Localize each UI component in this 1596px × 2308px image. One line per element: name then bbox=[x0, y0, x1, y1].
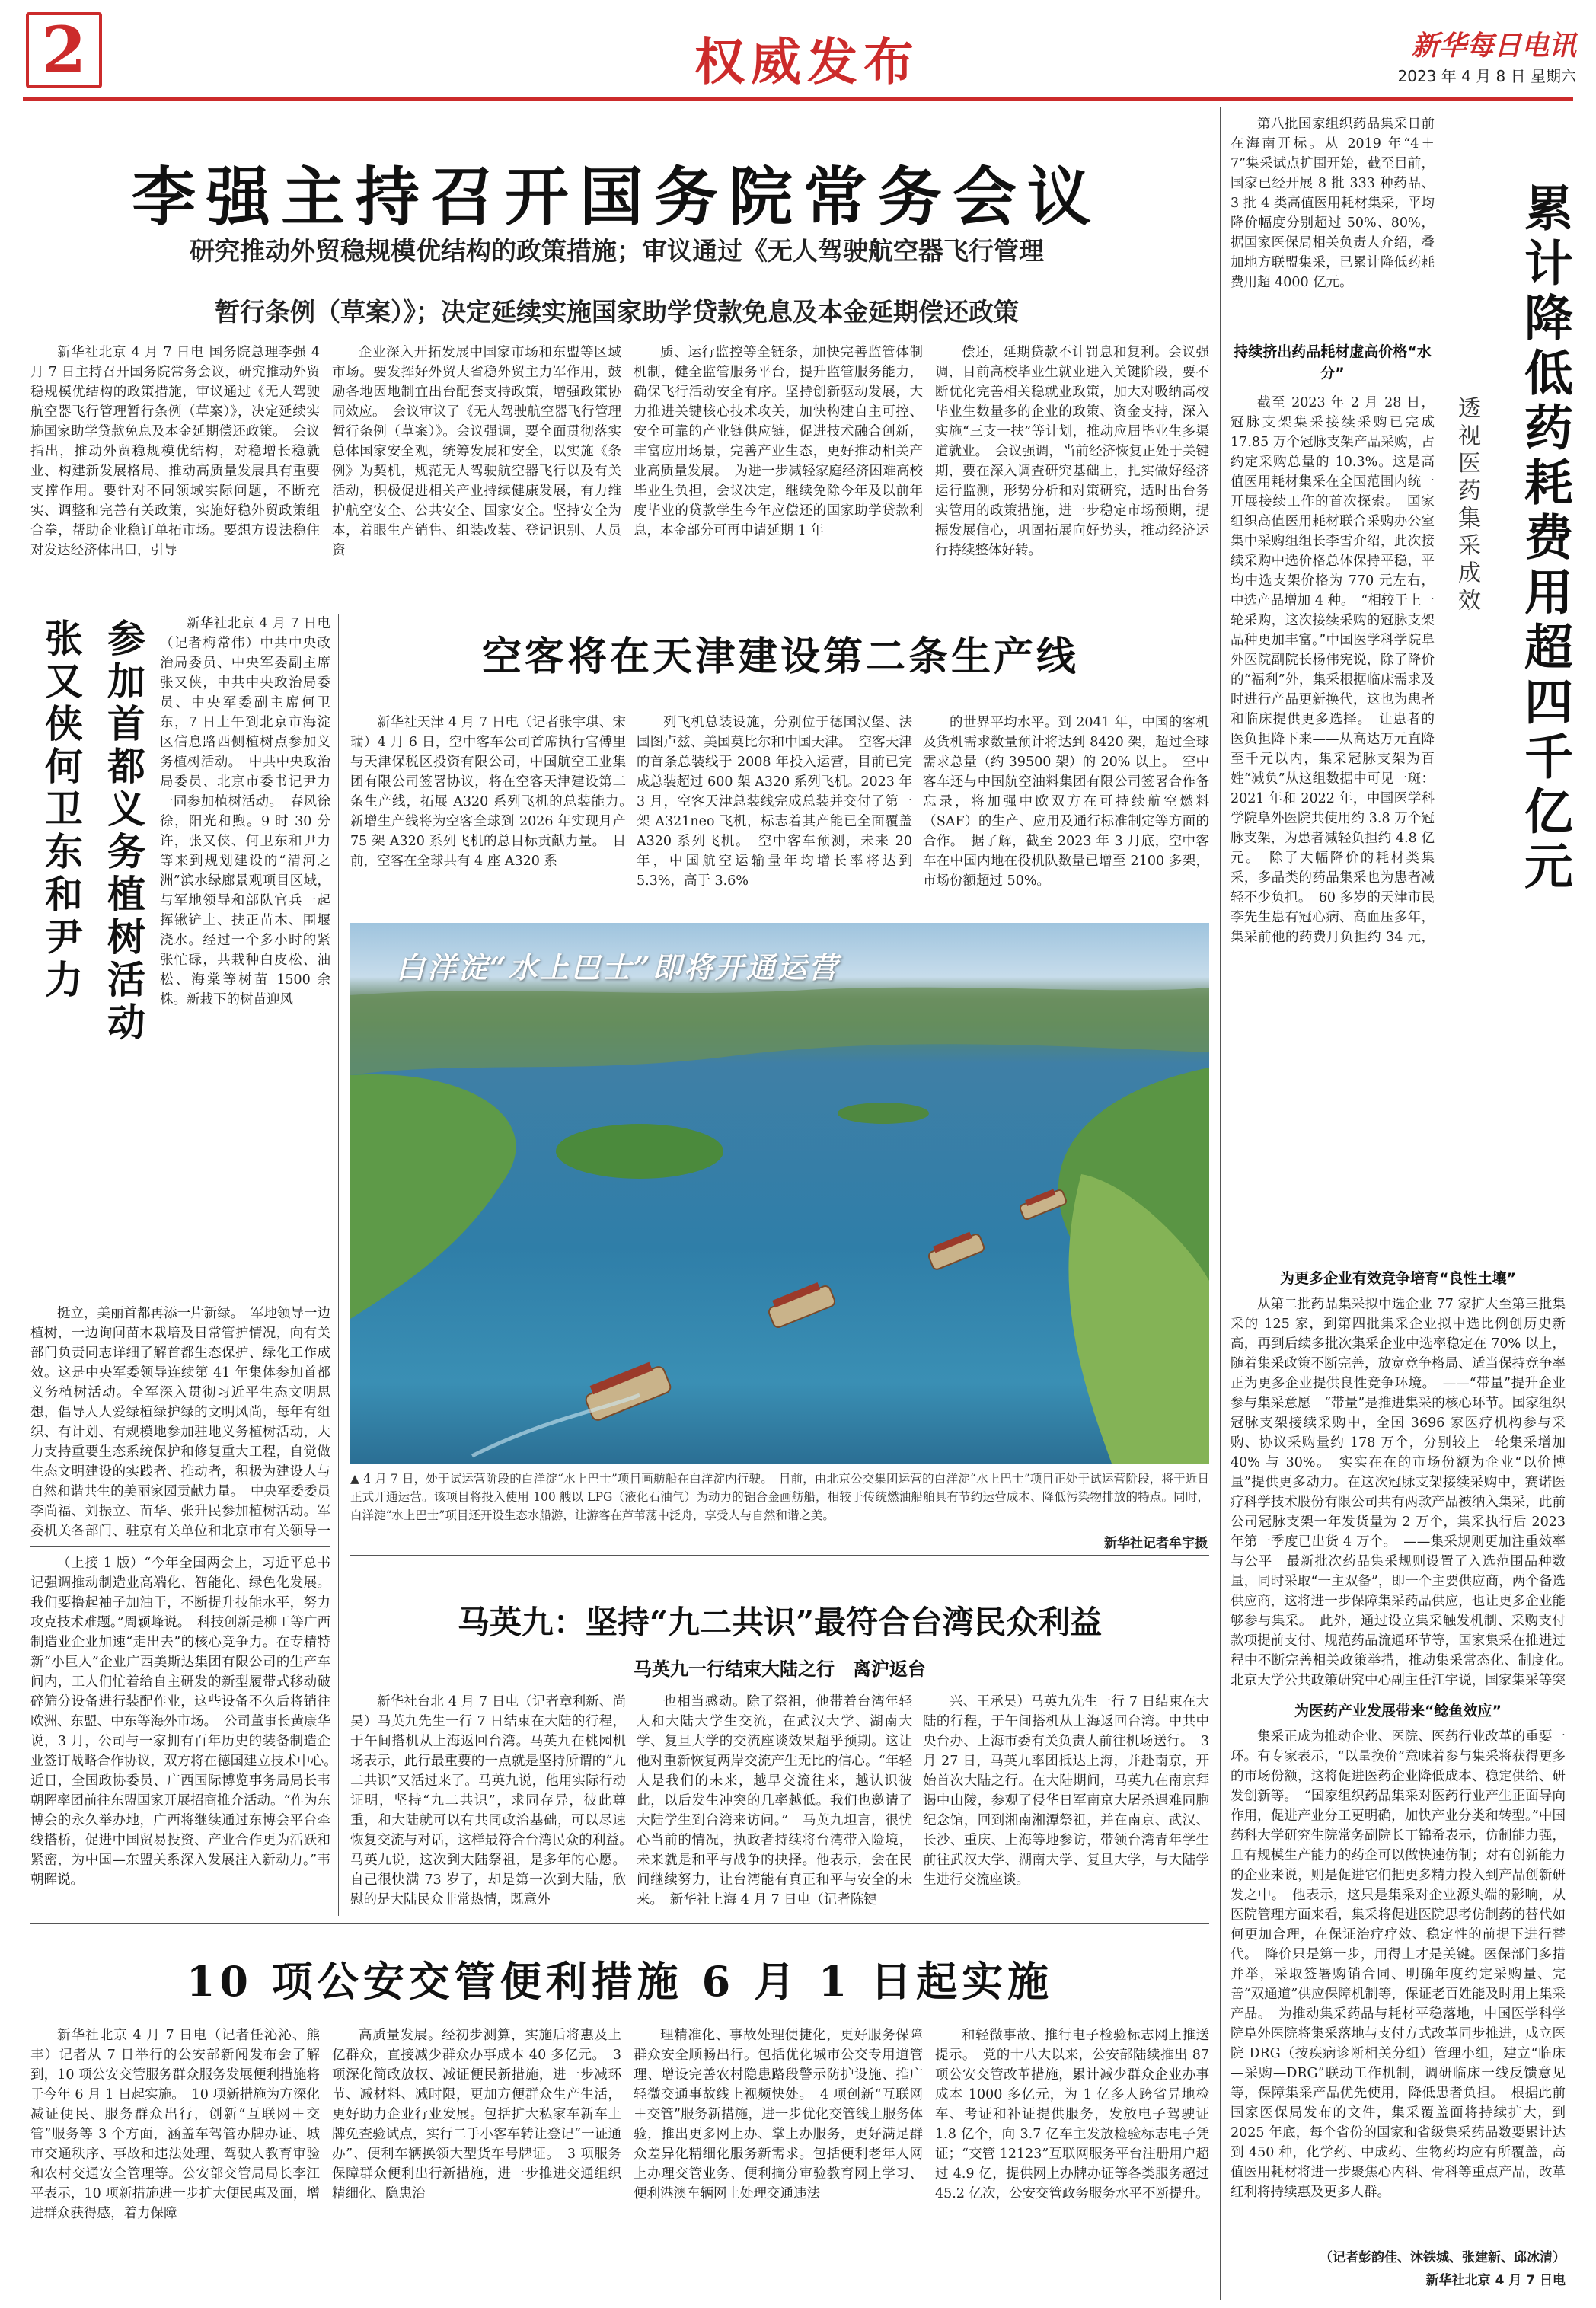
masthead-rule bbox=[23, 97, 1573, 101]
mid-bottom-rule bbox=[30, 1923, 1209, 1924]
ma-headline: 马英九：坚持“九二共识”最符合台湾民众利益 bbox=[457, 1604, 1103, 1641]
page-number: 2 bbox=[41, 12, 87, 88]
traffic-col-4: 和轻微事故、推行电子检验标志网上推送提示。 党的十八大以来，公安部陆续推出 87 项公安交管改革措施，累计减少群众企业办事成本 1000 多亿元，为 1 亿多人跨省异地检车、考证和补证提供服务，发放电子驾驶证 1.8 亿个，向 3.7 亿车主发放检验标志电子凭证；“交管 12123”互联网服务平台注册用户超过 4.9 亿，提供网上办牌办证等各类服务超过 45.2 亿次，公安交管政务服务水平不断提升。 bbox=[935, 2028, 1209, 2201]
traffic-headline: 10 项公安交管便利措施 6 月 1 日起实施 bbox=[186, 1957, 1054, 2006]
lead-col-2: 企业深入开拓发展中国家市场和东盟等区域市场。要发挥好外贸大省稳外贸主力军作用，鼓励各地因地制宜出台配套支持政策，增强政策协同效应。 会议审议了《无人驾驶航空器飞行管理暂行条例（草案）》。会议强调，要全面贯彻落实总体国家安全观，统筹发展和安全，以实施《条例》为契机，规范无人驾驶航空器飞行以及有关活动，积极促进相关产业持续健康发展，有力维护航空安全、公共安全、国家安全。坚持安全为本，着眼生产销售、组装改装、登记识别、人员资 bbox=[332, 345, 621, 558]
pharma-h1: 持续挤出药品耗材虚高价格“水分” bbox=[1234, 343, 1432, 381]
ma-col-1: 新华社台北 4 月 7 日电（记者章利新、尚昊）马英九先生一行 7 日结束在大陆的行程，于午间搭机从上海返回台湾。马英九在桃园机场表示，此行最重要的一点就是坚持所谓的“九二共识”又活过来了。马英九说，他用实际行动证明，坚持“九二共识”，求同存异，彼此尊重，和大陆就可以有共同政治基础，可以尽速恢复交流与对话，这样最符合台湾民众的利益。 马英九说，这次到大陆祭祖，是多年的心愿。自己很快满 73 岁了，却是第一次到大陆，欣慰的是大陆民众非常热情，既意外 bbox=[350, 1694, 626, 1907]
page-number-box bbox=[26, 12, 102, 88]
plane-headline: 空客将在天津建设第二条生产线 bbox=[481, 634, 1079, 680]
lead-subhead-1: 研究推动外贸稳规模优结构的政策措施；审议通过《无人驾驶航空器飞行管理 bbox=[190, 236, 1044, 266]
photo-bottom-rule bbox=[350, 1555, 1209, 1556]
pharma-p1-wide bbox=[1231, 952, 1566, 1256]
tree-title-left: 张又侠何卫东和尹力 bbox=[39, 618, 84, 1002]
lead-col-3: 质、运行监控等全链条，加快完善监管体制机制，健全监管服务平台，提升监管服务能力，确保飞行活动安全有序。坚持创新驱动发展，大力推进关键核心技术攻关，加快构建自主可控、安全可靠的产业链供应链，促进技术融合创新，丰富应用场景，完善产业生态，更好推动相关产业高质量发展。 为进一步减轻家庭经济困难高校毕业生负担，会议决定，继续免除今年及以前年度毕业的贷款学生今年应偿还的国家助学贷款利息，本金部分可再申请延期 1 年 bbox=[634, 345, 923, 538]
traffic-col-3: 理精准化、事故处理便捷化，更好服务保障群众安全顺畅出行。包括优化城市公交专用道管理、增设完善农村隐患路段警示防护设施、推广轻微交通事故线上视频快处。 4 项创新“互联网＋交管”服务新措施，进一步优化交管线上服务体验，推出更多网上办、掌上办服务，更好满足群众差异化精细化服务新需求。包括便利老年人网上办理交管业务、便利摘分审验教育网上学习、便利港澳车辆网上处理交通违法 bbox=[634, 2028, 923, 2201]
photo-credit: 新华社记者牟宇摄 bbox=[1104, 1536, 1208, 1551]
pharma-p1-narrow: 截至 2023 年 2 月 28 日，冠脉支架集采接续采购已完成 17.85 万个冠脉支架产品采购，占约定采购总量的 10.3%。这是高值医用耗材集采在全国范围内统一开展接续工作的首次探索。 国家组织高值医用耗材联合采购办公室集中采购组组长李雪介绍，此次接续采购中选价格总体保持平稳，平均中选支架价格为 770 元左右，中选产品增加 4 种。 “相较于上一轮采购，这次接续采购的冠脉支架品种更加丰富。”中国医学科学院阜外医院副院长杨伟宪说，除了降价的“福利”外，集采根据临床需求及时进行产品更新换代，这也为患者和临床提供更多选择。 让患者的医负担降下来——从高达万元直降至千元以内，集采冠脉支架为百姓“减负”从这组数据中可见一斑：2021 年和 2022 年，中国医学科学院阜外医院共使用约 3.8 万个冠脉支架，为患者减轻负担约 4.8 亿元。 除了大幅降价的耗材类集采，多品类的药品集采也为患者减轻不少负担。 60 多岁的天津市民李先生患有冠心病、高血压多年，集采前他的药费月负担约 34 元， bbox=[1231, 395, 1435, 944]
photo-caption: ▲ 4 月 7 日，处于试运营阶段的白洋淀“水上巴士”项目画舫船在白洋淀内行驶。 目前，由北京公交集团运营的白洋淀“水上巴士”项目正处于试运营阶段，将于近日正式开通运营。该项目将投入使用 100 艘以 LPG（液化石油气）为动力的铝合金画舫船，相较于传统燃油船舶具有节约运营成本、降低污染物排放的特点。同时，白洋淀“水上巴士”项目还开设生态水船游，让游客在芦苇荡中泛舟，享受人与自然和谐之美。 bbox=[350, 1472, 1209, 1522]
tree-title-right: 参加首都义务植树活动 bbox=[101, 618, 146, 1045]
issue-date: 2023 年 4 月 8 日 星期六 bbox=[1397, 67, 1576, 85]
traffic-col-2: 高质量发展。经初步测算，实施后将惠及上亿群众，直接减少群众办事成本 40 多亿元。 3 项深化简政放权、减证便民新措施，进一步减环节、减材料、减时限，更加方便群众生产生活，更好助力企业行业发展。包括扩大私家车新车上牌免查验试点，实行二手小客车转让登记“一证通办”、便利车辆换领大型货车号牌证。 3 项服务保障群众便利出行新措施，进一步推进交通组织精细化、隐患治 bbox=[332, 2028, 621, 2201]
biz-continuation: （上接 1 版）“今年全国两会上，习近平总书记强调推动制造业高端化、智能化、绿色化发展。我们要撸起袖子加油干，不断提升技能水平，努力攻克技术难题。”周颖峰说。 科技创新是柳工等广西制造业企业加速“走出去”的核心竞争力。在专精特新“小巨人”企业广西美斯达集团有限公司的生产车间内，工人们忙着给自主研发的新型履带式移动破碎筛分设备进行装配作业，这些设备不久后将销往欧洲、东盟、中东等海外市场。 公司董事长黄康华说，3 月，公司与一家拥有百年历史的装备制造企业签订战略合作协议，双方将在德国建立技术中心。 近日，全国政协委员、广西国际博览事务局局长韦朝晖率团前往东盟国家开展招商推介活动。“作为东博会的永久举办地，广西将继续通过东博会平台牵线搭桥，促进中国贸易投资、产业合作更为活跃和紧密，为中国—东盟关系深入发展注入新动力。”韦朝晖说。 bbox=[30, 1556, 330, 1888]
pharma-p3: 集采正成为推动企业、医院、医药行业改革的重要一环。有专家表示，“以量换价”意味着参与集采将获得更多的市场份额，这将促进医药企业降低成本、稳定供给、研发创新等。 “国家组织药品集采对医药行业产生正面导向作用，促进产业分工更明确，加快产业分类和转型。”中国药科大学研究生院常务副院长丁锦希表示，仿制能力强，且有规模生产能力的药企可以做快速仿制；对有创新能力的企业来说，则是促进它们把更多精力投入到产品创新研发之中。 他表示，这只是集采对企业源头端的影响，从医院管理方面来看，集采将促进医院思考仿制药的替代如何更加合理，在保证治疗疗效、稳定性的前提下进行替代。 降价只是第一步，用得上才是关键。医保部门多措并举，采取签署购销合同、明确年度约定采购量、完善“双通道”供应保障机制等，保证老百姓能及时用上集采产品。 为推动集采药品与耗材平稳落地，中国医学科学院阜外医院将集采落地与支付方式改革同步推进，成立医院 DRG（按疾病诊断相关分组）管理小组，建立“临床—采购—DRG”联动工作机制，调研临床一线反馈意见等，保障集采产品优先使用，降低患者负担。 根据此前国家医保局发布的文件，集采覆盖面将持续扩大，到 2025 年底，每个省份的国家和省级集采药品数要累计达到 450 种，化学药、中成药、生物药均应有所覆盖，高值医用耗材将进一步聚焦心内科、骨科等重点产品，改革红利将持续惠及更多人群。 bbox=[1231, 1729, 1566, 2200]
baiyangdian-photo bbox=[350, 923, 1209, 1464]
ma-col-3: 兴、王承昊）马英九先生一行 7 日结束在大陆的行程，于午间搭机从上海返回台湾。中共中央台办、上海市委有关负责人前往机场送行。 3 月 27 日，马英九率团抵达上海，并赴南京，开始首次大陆之行。在大陆期间，马英九在南京拜谒中山陵，参观了侵华日军南京大屠杀遇难同胞纪念馆，回到湘南湘潭祭祖，并在南京、武汉、长沙、重庆、上海等地参访，带领台湾青年学生前往武汉大学、湖南大学、复旦大学，与大陆学生进行交流座谈。 bbox=[923, 1694, 1209, 1888]
pharma-p2: 从第二批药品集采拟中选企业 77 家扩大至第三批集采的 125 家，到第四批集采企业拟中选比例创历史新高，再到后续多批次集采企业中选率稳定在 70% 以上，随着集采政策不断完善，放宽竞争格局、适当保持竞争率正为更多企业提供良性竞争环境。 ——“带量”提升企业参与集采意愿 “带量”是推进集采的核心环节。国家组织冠脉支架接续采购中，全国 3696 家医疗机构参与采购、协议采购量约 178 万个，分别较上一轮集采增加 40% 与 30%。 实实在在的市场份额为企业“以价博量”提供更多动力。在这次冠脉支架接续采购中，赛诺医疗科学技术股份有限公司共有两款产品被纳入集采，此前公司冠脉支架一年发货量为 2 万个，集采执行后 2023 年第一季度已出货 4 万个。 ——集采规则更加注重效率与公平 最新批次药品集采规则设置了入选范围品种数量，同时采取“一主双备”，即一个主要供应商，两个备选供应商，这将进一步保障集采药品供应，也让更多企业能够参与集采。 此外，通过设立集采触发机制、采购支付款项提前支付、规范药品流通环节等，国家集采在推进过程中不断完善相关政策举措，推动集采常态化、制度化。 北京大学公共政策研究中心副主任江宇说，国家集采等突 bbox=[1231, 1297, 1566, 1688]
pharma-byline: （记者彭韵佳、沐铁城、张建新、邱冰清） bbox=[1320, 2250, 1566, 2265]
pharma-title: 累计降低药耗费用超四千亿元 bbox=[1516, 183, 1573, 895]
left-column-rule bbox=[338, 614, 339, 1916]
tree-body-bottom: 挺立，美丽首都再添一片新绿。 军地领导一边植树，一边询问苗木栽培及日常管护情况，向有关部门负责同志详细了解首都生态保护、绿化工作成效。这是中央军委领导连续第 41 年集体参加首都义务植树活动。全军深入贯彻习近平生态文明思想，倡导人人爱绿植绿护绿的文明风尚，每年有组织、有计划、有规模地参加驻地义务植树活动，大力支持重要生态系统保护和修复重大工程，自觉做生态文明建设的实践者、推动者，积极为建设人与自然和谐共生的美丽家园贡献力量。 中央军委委员李尚福、刘振立、苗华、张升民参加植树活动。军委机关各部门、驻京有关单位和北京市有关领导一 bbox=[30, 1306, 330, 1539]
pharma-h3: 为医药产业发展带来“鲶鱼效应” bbox=[1294, 1703, 1502, 1719]
lead-col-4: 偿还，延期贷款不计罚息和复利。会议强调，目前高校毕业生就业进入关键阶段，要不断优化完善相关稳就业政策，加大对吸纳高校毕业生数量多的企业的政策、资金支持，深入实施“三支一扶”等计划，推动应届毕业生多渠道就业。 会议强调，当前经济恢复正处于关键期，要在深入调查研究基础上，扎实做好经济运行监测，形势分析和对策研究，适时出台务实管用的政策措施，进一步稳定市场预期，提振发展信心，巩固拓展向好势头，推动经济运行持续整体好转。 bbox=[935, 345, 1209, 558]
traffic-col-1: 新华社北京 4 月 7 日电（记者任沁沁、熊丰）记者从 7 日举行的公安部新闻发布会了解到，10 项公安交管服务群众服务发展便利措施将于今年 6 月 1 日起实施。 10 项新措施为方深化减证便民、服务群众出行，创新“互联网＋交管”服务等 3 个方面，涵盖车驾管办牌办证、城市交通秩序、事故和违法处理、驾驶人教育审验和农村交通安全管理等。公安部交管局局长李江平表示，10 项新措施进一步扩大便民惠及面，增进群众获得感，着力保障 bbox=[30, 2028, 320, 2221]
ma-col-2: 也相当感动。除了祭祖，他带着台湾年轻人和大陆大学生交流，在武汉大学、湖南大学、复旦大学的交流座谈效果超乎预期。这让他对重新恢复两岸交流产生无比的信心。“年轻人是我们的未来，越早交流往来，越认识彼此，以后发生冲突的几率越低。我们也邀请了大陆学生到台湾来访问。” 马英九坦言，很忧心当前的情况，执政者持续将台湾带入险境，未来就是和平与战争的抉择。他表示，会在民间继续努力，让台湾能有真正和平与安全的未来。 新华社上海 4 月 7 日电（记者陈键 bbox=[637, 1694, 912, 1907]
tree-bottom-rule bbox=[30, 1546, 330, 1547]
plane-col-3: 的世界平均水平。到 2041 年，中国的客机及货机需求数量预计将达到 8420 架，超过全球需求总量（约 39500 架）的 20% 以上。 空中客车还与中国航空油料集团有限公司签署合作备忘录，将加强中欧双方在可持续航空燃料（SAF）的生产、应用及通行标准制定等方面的合作。 据了解，截至 2023 年 3 月底，空中客车在中国内地在役机队数量已增至 2100 多架，市场份额超过 50%。 bbox=[923, 715, 1209, 889]
paper-name: 新华每日电讯 bbox=[1411, 30, 1576, 62]
pharma-subtitle: 透视医药集采成效 bbox=[1454, 396, 1480, 615]
lead-subhead-2: 暂行条例（草案）》；决定延续实施国家助学贷款免息及本金延期偿还政策 bbox=[215, 297, 1019, 327]
photo-caption-title: 白洋淀“水上巴士”即将开通运营 bbox=[396, 950, 840, 985]
lead-col-1: 新华社北京 4 月 7 日电 国务院总理李强 4 月 7 日主持召开国务院常务会议，研究推动外贸稳规模优结构的政策措施，审议通过《无人驾驶航空器飞行管理暂行条例（草案）》，决定延续实施国家助学贷款免息及本金延期偿还政策。 会议指出，推动外贸稳规模优结构，对稳增长稳就业、构建新发展格局、推动高质量发展具有重要支撑作用。要针对不同领域实际问题，不断充实、调整和完善有关政策，实施好稳外贸政策组合拳，帮助企业稳订单拓市场。要想方设法稳住对发达经济体出口，引导 bbox=[30, 345, 320, 558]
right-column-rule bbox=[1220, 107, 1221, 2300]
pharma-dateline: 新华社北京 4 月 7 日电 bbox=[1425, 2273, 1566, 2288]
plane-col-1: 新华社天津 4 月 7 日电（记者张宇琪、宋瑞）4 月 6 日，空中客车公司首席执行官傅里与天津保税区投资有限公司，中国航空工业集团有限公司签署协议，将在空客天津建设第二条生产线，拓展 A320 系列飞机的总装能力。 新增生产线将为空客全球到 2026 年实现月产 75 架 A320 系列飞机的总目标贡献力量。 目前，空客在全球共有 4 座 A320 系 bbox=[350, 715, 626, 869]
plane-col-2: 列飞机总装设施，分别位于德国汉堡、法国图卢兹、美国莫比尔和中国天津。 空客天津的首条总装线于 2008 年投入运营，目前已完成总装超过 600 架 A320 系列飞机。2023 年 3 月，空客天津总装线完成总装并交付了第一架 A321neo 飞机，标志着其产能已全面覆盖 A320 系列飞机。 空中客车预测，未来 20 年，中国航空运输量年均增长率将达到 5.3%，高于 3.6% bbox=[637, 715, 912, 889]
lead-headline: 李强主持召开国务院常务会议 bbox=[131, 159, 1102, 235]
ma-subhead: 马英九一行结束大陆之行 离沪返台 bbox=[634, 1658, 926, 1680]
section-title: 权威发布 bbox=[694, 32, 920, 91]
photo-scene bbox=[350, 923, 1209, 1464]
pharma-intro: 第八批国家组织药品集采日前在海南开标。从 2019 年“4＋7”集采试点扩围开始，截至目前，国家已经开展 8 批 333 种药品、3 批 4 类高值医用耗材集采，平均降价幅度分别超过 50%、80%，据国家医保局相关负责人介绍，叠加地方联盟集采，已累计降低药耗费用超 4000 亿元。 bbox=[1231, 117, 1435, 290]
tree-body-top: 新华社北京 4 月 7 日电（记者梅常伟）中共中央政治局委员、中央军委副主席张又侠，中共中央政治局委员、中央军委副主席何卫东，7 日上午到北京市海淀区信息路西侧植树点参加义务植树活动。 中共中央政治局委员、北京市委书记尹力一同参加植树活动。 春风徐徐，阳光和煦。9 时 30 分许，张又侠、何卫东和尹力等来到规划建设的“清河之洲”滨水绿廊景观项目区域，与军地领导和部队官兵一起挥锹铲土、扶正苗木、围堰浇水。经过一个多小时的紧张忙碌，共栽种白皮松、油松、海棠等树苗 1500 余株。新栽下的树苗迎风 bbox=[160, 616, 330, 1007]
pharma-h2: 为更多企业有效竞争培育“良性土壤” bbox=[1280, 1270, 1516, 1287]
